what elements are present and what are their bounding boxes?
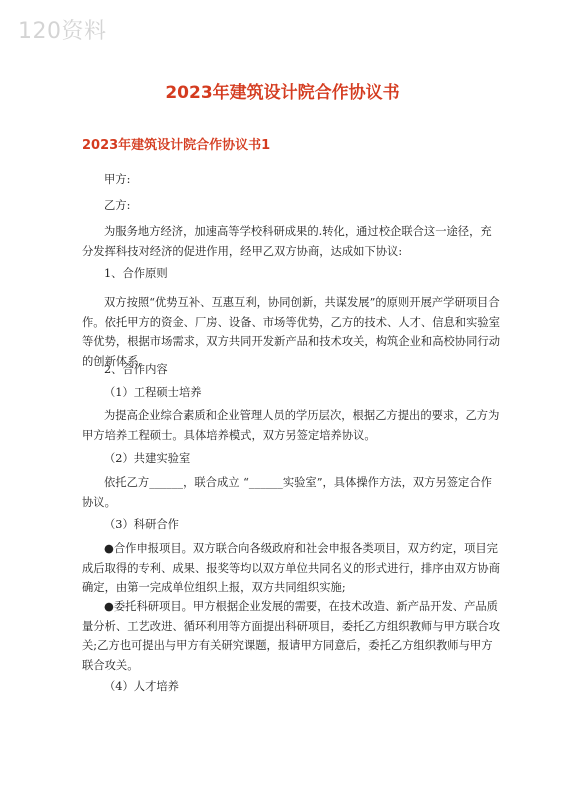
watermark-logo: 120资料 [18, 19, 107, 44]
party-a-label: 甲方: [104, 173, 131, 186]
heading-content: 2、合作内容 [104, 363, 168, 376]
subheading-talent: （4）人才培养 [104, 680, 179, 693]
party-b-label: 乙方: [104, 199, 131, 212]
subheading-joint-lab: （2）共建实验室 [104, 452, 191, 465]
subheading-engineering-master: （1）工程硕士培养 [104, 386, 202, 399]
paragraph-commissioned-research: ●委托科研项目。甲方根据企业发展的需要，在技术改造、新产品开发、产品质量分析、工艺改进、循环利用等方面提出科研项目，委托乙方组织教师与甲方联合攻关;乙方也可提出与甲方有关研究课题，报请甲方同意后，委托乙方组织教师与甲方联合攻关。 [82, 600, 500, 672]
document-title: 2023年建筑设计院合作协议书 [165, 83, 400, 103]
heading-principles: 1、合作原则 [104, 267, 168, 280]
subheading-research: （3）科研合作 [104, 518, 179, 531]
paragraph-joint-application: ●合作申报项目。双方联合向各级政府和社会申报各类项目，双方约定，项目完成后取得的专利、成果、报奖等均以双方单位共同名义的形式进行，排序由双方协商确定，由第一完成单位组织上报，双方共同组织实施; [82, 542, 500, 594]
paragraph-principles: 双方按照“优势互补、互惠互利，协同创新，共谋发展”的原则开展产学研项目合作。依托甲方的资金、厂房、设备、市场等优势，乙方的技术、人才、信息和实验室等优势，根据市场需求，双方共同开发新产品和技术攻关，构筑企业和高校协同行动的创新体系。 [82, 296, 500, 368]
intro-paragraph: 为服务地方经济，加速高等学校科研成果的.转化，通过校企联合这一途径，充分发挥科技对经济的促进作用，经甲乙双方协商，达成如下协议: [82, 225, 492, 258]
section-title: 2023年建筑设计院合作协议书1 [82, 138, 271, 153]
paragraph-joint-lab: 依托乙方______，联合成立 “______实验室”，具体操作方法，双方另签定合作协议。 [82, 476, 492, 509]
paragraph-engineering-master: 为提高企业综合素质和企业管理人员的学历层次，根据乙方提出的要求，乙方为甲方培养工程硕士。具体培养模式，双方另签定培养协议。 [82, 409, 500, 442]
